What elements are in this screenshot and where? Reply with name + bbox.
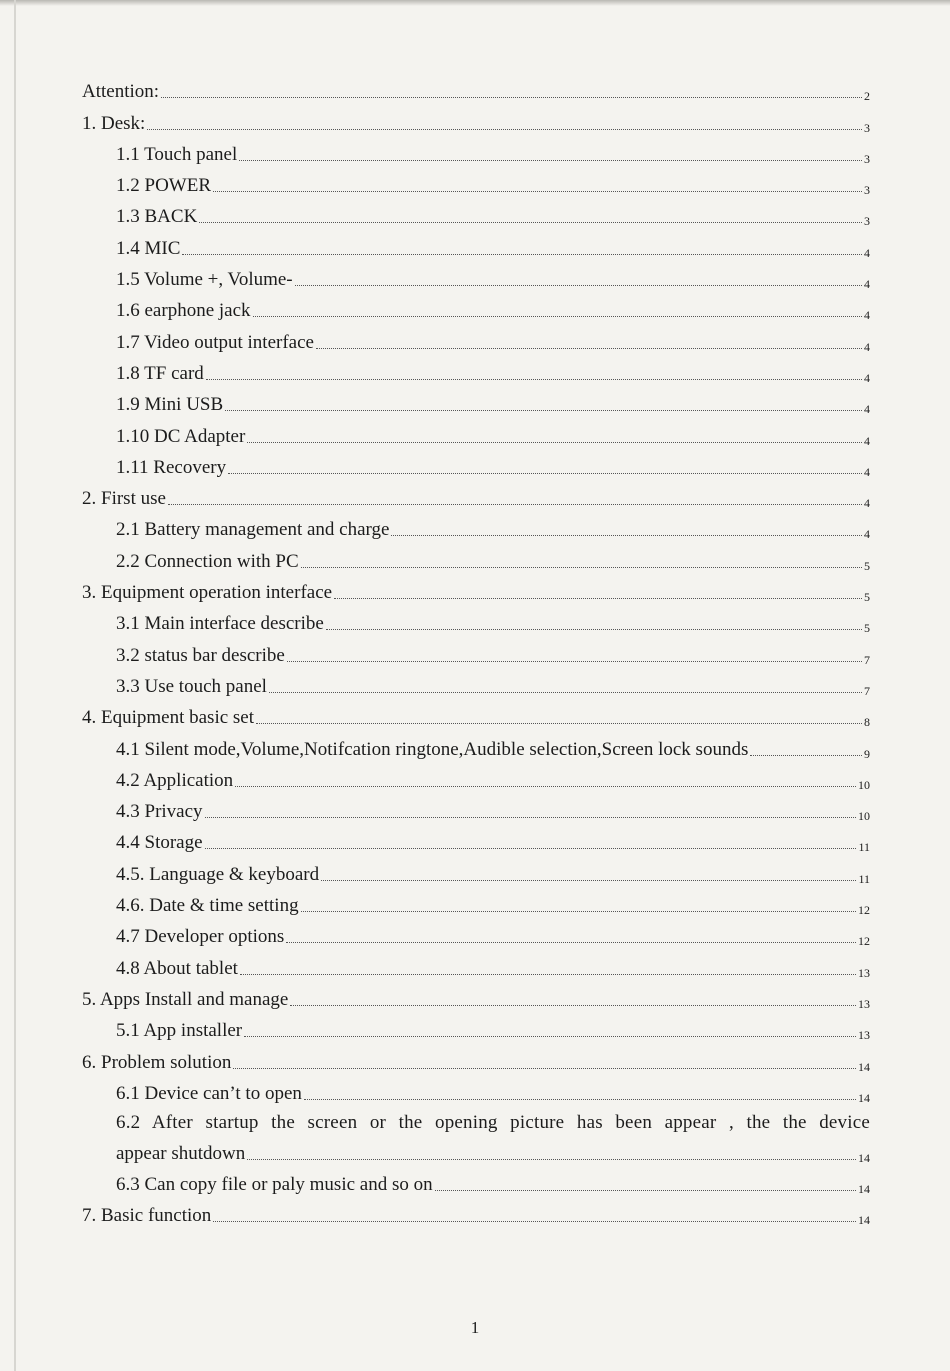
toc-entry-page-number: 12 [858, 903, 870, 918]
dot-leader [247, 1159, 856, 1160]
toc-entry[interactable] [82, 354, 870, 385]
dot-leader [168, 504, 862, 505]
toc-entry[interactable] [82, 541, 870, 572]
toc-entry-6-2[interactable] [82, 1105, 870, 1165]
dot-leader [147, 129, 862, 130]
toc-entry-label: 3. Equipment operation interface [82, 582, 333, 604]
toc-entry[interactable] [82, 1042, 870, 1073]
toc-entry[interactable] [82, 761, 870, 792]
toc-entry-label: 3.1 Main interface describe [116, 613, 324, 635]
table-of-contents [82, 72, 870, 1227]
toc-entry-page-number: 3 [864, 120, 870, 135]
toc-entry[interactable] [82, 479, 870, 510]
dot-leader [750, 755, 862, 756]
toc-entry-label: 1.5 Volume +, Volume- [116, 269, 293, 291]
toc-entry-label: 1. Desk: [82, 112, 146, 134]
toc-entry-page-number: 2 [864, 89, 870, 104]
toc-entry-label: 2.2 Connection with PC [116, 550, 299, 572]
toc-entry[interactable] [82, 854, 870, 885]
toc-entry-page-number: 10 [858, 777, 870, 792]
toc-entry-page-number: 5 [864, 621, 870, 636]
toc-entry[interactable] [82, 604, 870, 635]
toc-entry-label: 1.9 Mini USB [116, 394, 224, 416]
dot-leader [205, 817, 856, 818]
toc-entry-page-number: 14 [858, 1150, 870, 1165]
dot-leader [161, 97, 862, 98]
toc-entry-label: 4.7 Developer options [116, 926, 285, 948]
dot-leader [239, 160, 862, 161]
toc-entry-page-number: 4 [864, 245, 870, 260]
dot-leader [269, 692, 862, 693]
dot-leader [256, 723, 862, 724]
toc-entry[interactable] [82, 510, 870, 541]
dot-leader [235, 786, 856, 787]
dot-leader [240, 974, 856, 975]
toc-entry-page-number: 12 [858, 934, 870, 949]
dot-leader [213, 1221, 856, 1222]
dot-leader [326, 629, 862, 630]
toc-entry-label: 1.2 POWER [116, 175, 211, 197]
toc-entry[interactable] [82, 72, 870, 103]
toc-entry-label: 4.4 Storage [116, 832, 203, 854]
page-number: 1 [470, 1318, 480, 1337]
toc-entry-page-number: 14 [858, 1182, 870, 1197]
toc-entry-page-number: 14 [858, 1059, 870, 1074]
dot-leader [206, 379, 862, 380]
dot-leader [253, 316, 862, 317]
toc-entry-page-number: 7 [864, 683, 870, 698]
toc-entry-page-number: 13 [858, 996, 870, 1011]
toc-entry-label: 3.2 status bar describe [116, 644, 285, 666]
toc-entry-page-number: 13 [858, 965, 870, 980]
dot-leader [182, 254, 862, 255]
toc-entry-page-number: 5 [864, 590, 870, 605]
dot-leader [391, 535, 862, 536]
toc-entry-label: 6.3 Can copy file or paly music and so on [116, 1174, 433, 1196]
toc-entry-page-number: 4 [864, 464, 870, 479]
toc-entry-last-line [116, 1135, 870, 1165]
toc-entry-label: 4.6. Date & time setting [116, 895, 299, 917]
toc-entry-label: 1.8 TF card [116, 362, 204, 384]
scan-top-edge [0, 0, 950, 6]
toc-entry[interactable] [82, 322, 870, 353]
dot-leader [213, 191, 862, 192]
toc-entry[interactable] [82, 917, 870, 948]
toc-entry-label: 6.1 Device can’t to open [116, 1082, 302, 1104]
toc-entry[interactable] [82, 166, 870, 197]
toc-entry-label: 2. First use [82, 488, 166, 510]
toc-entry-page-number: 3 [864, 214, 870, 229]
toc-entry-page-number: 14 [858, 1213, 870, 1228]
dot-leader [435, 1190, 856, 1191]
toc-entry-label: 4.5. Language & keyboard [116, 863, 320, 885]
toc-entry[interactable] [82, 1011, 870, 1042]
toc-entry[interactable] [82, 729, 870, 760]
dot-leader [205, 848, 857, 849]
toc-entry-page-number: 4 [864, 527, 870, 542]
dot-leader [287, 661, 862, 662]
toc-entry[interactable] [82, 1074, 870, 1105]
toc-entry-label: 6.2 After startup the screen or the opening picture has been appear , the the device [116, 1111, 870, 1133]
toc-entry-label: Attention: [82, 81, 160, 103]
toc-entry-page-number: 4 [864, 370, 870, 385]
toc-entry[interactable] [82, 698, 870, 729]
toc-entry-page-number: 3 [864, 151, 870, 166]
dot-leader [199, 222, 862, 223]
toc-entry[interactable] [82, 135, 870, 166]
toc-entry-page-number: 11 [858, 840, 870, 855]
dot-leader [247, 442, 862, 443]
dot-leader [321, 880, 856, 881]
toc-entry-label: 4. Equipment basic set [82, 707, 255, 729]
toc-entry-page-number: 4 [864, 308, 870, 323]
toc-entry-label: 1.10 DC Adapter [116, 425, 246, 447]
toc-entry-page-number: 5 [864, 558, 870, 573]
toc-entry[interactable] [82, 573, 870, 604]
toc-entry-label: 6. Problem solution [82, 1051, 232, 1073]
toc-entry[interactable] [82, 103, 870, 134]
toc-tail-entries [82, 1165, 870, 1228]
toc-entry-label: 1.6 earphone jack [116, 300, 251, 322]
toc-entry-label: 1.7 Video output interface [116, 331, 314, 353]
toc-entry-label: 1.1 Touch panel [116, 143, 238, 165]
dot-leader [304, 1099, 856, 1100]
toc-entry[interactable] [82, 980, 870, 1011]
toc-entry-label: 4.2 Application [116, 769, 234, 791]
dot-leader [301, 911, 856, 912]
toc-entry-page-number: 4 [864, 496, 870, 511]
toc-entry-label: 5.1 App installer [116, 1020, 243, 1042]
toc-entry[interactable] [82, 792, 870, 823]
dot-leader [228, 473, 862, 474]
toc-entry-page-number: 7 [864, 652, 870, 667]
toc-entry-page-number: 4 [864, 277, 870, 292]
toc-entry[interactable] [82, 635, 870, 666]
toc-entry-page-number: 8 [864, 715, 870, 730]
toc-entry[interactable] [82, 948, 870, 979]
toc-entry-label: 4.1 Silent mode,Volume,Notifcation ringtone,Audible selection,Screen lock sounds [116, 738, 749, 760]
dot-leader [233, 1068, 856, 1069]
toc-entry-label: 1.3 BACK [116, 206, 198, 228]
toc-entry-page-number: 13 [858, 1028, 870, 1043]
dot-leader [225, 410, 862, 411]
toc-main-entries [82, 72, 870, 1105]
toc-entry-label: 1.11 Recovery [116, 456, 227, 478]
toc-entry-label: 2.1 Battery management and charge [116, 519, 390, 541]
dot-leader [316, 348, 862, 349]
toc-entry[interactable] [82, 228, 870, 259]
toc-entry[interactable] [82, 667, 870, 698]
toc-entry-page-number: 3 [864, 183, 870, 198]
toc-entry[interactable] [82, 448, 870, 479]
toc-entry-label: 1.4 MIC [116, 237, 181, 259]
toc-entry[interactable] [82, 197, 870, 228]
toc-entry-page-number: 11 [858, 871, 870, 886]
toc-entry[interactable] [82, 886, 870, 917]
toc-entry-label: 7. Basic function [82, 1205, 212, 1227]
toc-entry[interactable] [82, 416, 870, 447]
toc-entry-label: 3.3 Use touch panel [116, 675, 267, 697]
scan-left-edge [14, 0, 16, 1371]
toc-entry-label: 5. Apps Install and manage [82, 988, 289, 1010]
toc-entry-label-continued: appear shutdown [116, 1142, 246, 1164]
toc-entry-label: 4.8 About tablet [116, 957, 238, 979]
toc-entry-page-number: 4 [864, 402, 870, 417]
toc-entry-page-number: 9 [864, 746, 870, 761]
toc-entry-page-number: 14 [858, 1090, 870, 1105]
toc-entry[interactable] [82, 260, 870, 291]
toc-entry[interactable] [82, 1196, 870, 1227]
toc-entry-page-number: 10 [858, 809, 870, 824]
toc-entry[interactable] [82, 1165, 870, 1196]
toc-entry-label: 4.3 Privacy [116, 801, 203, 823]
dot-leader [290, 1005, 856, 1006]
toc-entry[interactable] [82, 385, 870, 416]
dot-leader [334, 598, 862, 599]
toc-entry-page-number: 4 [864, 433, 870, 448]
dot-leader [244, 1036, 856, 1037]
dot-leader [286, 942, 856, 943]
toc-entry[interactable] [82, 823, 870, 854]
dot-leader [295, 285, 862, 286]
dot-leader [301, 567, 862, 568]
toc-entry-page-number: 4 [864, 339, 870, 354]
toc-entry[interactable] [82, 291, 870, 322]
